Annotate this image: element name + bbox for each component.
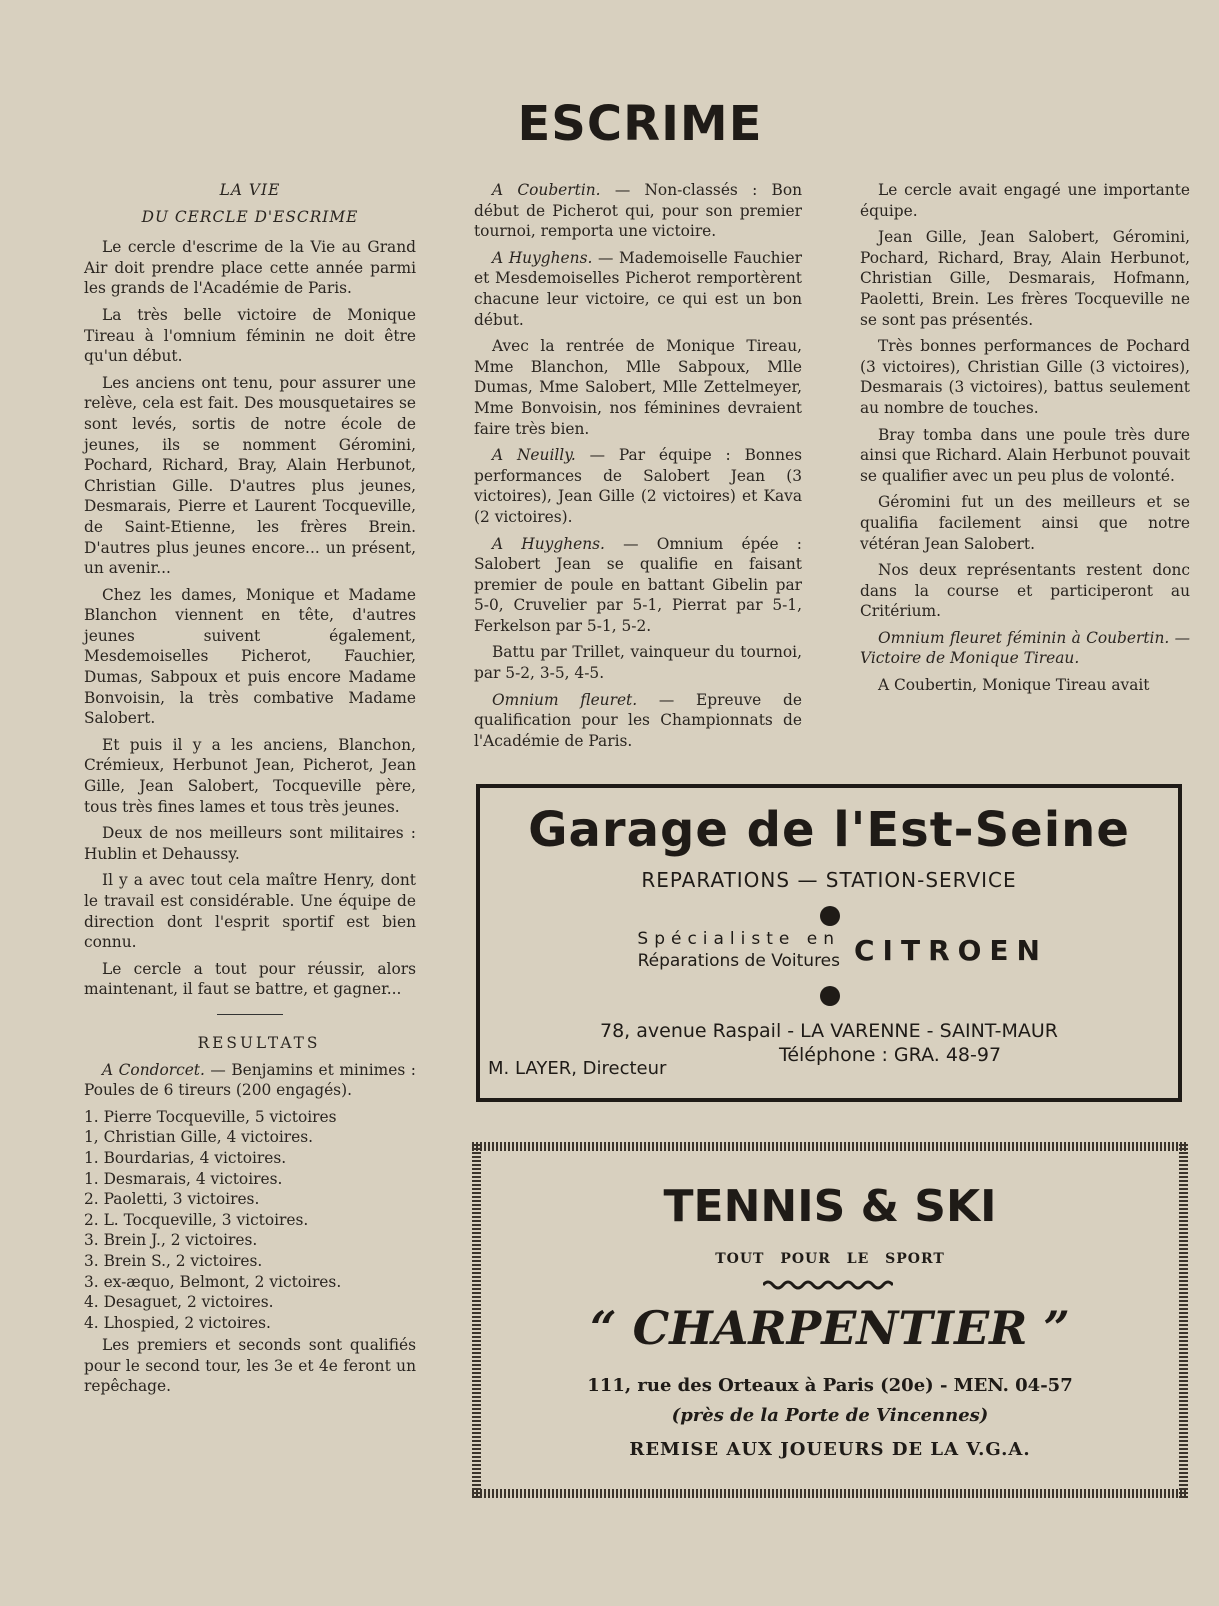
garage-phone: Téléphone : GRA. 48-97	[778, 1044, 1002, 1066]
paragraph: Le cercle d'escrime de la Vie au Grand Air doit prendre place cette année parmi les grands de l'Académie de Paris.	[84, 238, 416, 298]
paragraph	[474, 445, 802, 527]
list-item: 1. Pierre Tocqueville, 5 victoires	[84, 1107, 337, 1126]
paragraph	[474, 642, 802, 683]
results-list	[84, 1107, 416, 1334]
paragraph: Géromini fut un des meilleurs et se qualifia facilement ainsi que notre vétéran Jean Salobert.	[860, 493, 1190, 553]
article-heading-line-2: DU CERCLE D'ESCRIME	[141, 207, 359, 226]
italic-paragraph: Omnium fleuret féminin à Coubertin. — Victoire de Monique Tireau.	[860, 628, 1190, 668]
list-item: 4. Lhospied, 2 victoires.	[84, 1313, 271, 1332]
shop-location-note: (près de la Porte de Vincennes)	[671, 1405, 989, 1426]
paragraph-text: — Par équipe : Bonnes performances de Salobert Jean (3 victoires), Jean Gille (2 victoires) et Kava (2 victoires).	[474, 446, 802, 526]
paragraph-text: — Mademoiselle Fauchier et Mesdemoiselles Picherot remportèrent chacune leur victoire, ce qui est un bon début.	[474, 248, 802, 329]
place-name: A Coubertin.	[492, 181, 601, 199]
specialist-line-1: Spécialiste en	[637, 929, 840, 949]
garage-advertisement	[476, 784, 1182, 1102]
paragraph: Les anciens ont tenu, pour assurer une relève, cela est fait. Des mousquetaires se sont levés, sortis de notre école de jeunes, ils se nomment Géromini, Pochard, Richard, Bray, Alain Herbunot, Christian Gille. D'autres plus jeunes, Desmarais, Pierre et Laurent Tocqueville, de Saint-Etienne, les frères Brein. D'autres plus jeunes encore... un présent, un avenir...	[84, 373, 416, 578]
paragraph: La très belle victoire de Monique Tireau à l'omnium féminin ne doit être qu'un début.	[84, 305, 416, 366]
place-name: A Condorcet.	[102, 1060, 205, 1079]
bullet-dot-icon	[820, 986, 840, 1006]
paragraph-text: — Non-classés : Bon début de Picherot qui, pour son premier tournoi, remporta une victoire.	[474, 181, 802, 241]
article-heading-line-1: LA VIE	[219, 181, 281, 199]
paragraph: Le cercle a tout pour réussir, alors maintenant, il faut se battre, et gagner...	[84, 959, 416, 999]
list-item: 1, Christian Gille, 4 victoires.	[84, 1128, 314, 1147]
article-column-1	[84, 180, 416, 1403]
wave-ornament-icon	[763, 1279, 893, 1291]
paragraph: Nos deux représentants restent donc dans la course et participeront au Critérium.	[860, 561, 1190, 621]
list-item: 4. Desaguet, 2 victoires.	[84, 1293, 274, 1312]
paragraph-text: — Epreuve de qualification pour les Championnats de l'Académie de Paris.	[474, 690, 803, 750]
list-item: 3. ex-æquo, Belmont, 2 victoires.	[84, 1272, 342, 1291]
results-footer: Les premiers et seconds sont qualifiés pour le second tour, les 3e et 4e feront un repêchage.	[84, 1336, 416, 1396]
place-name: A Huyghens.	[492, 248, 593, 267]
list-item: 3. Brein J., 2 victoires.	[84, 1231, 258, 1250]
list-item: 1. Bourdarias, 4 victoires.	[84, 1148, 287, 1167]
shop-address: 111, rue des Orteaux à Paris (20e) - MEN. 04-57	[587, 1375, 1073, 1396]
garage-address: 78, avenue Raspail - LA VARENNE - SAINT-MAUR	[599, 1020, 1059, 1042]
tennis-tagline: TOUT POUR LE SPORT	[715, 1251, 945, 1267]
paragraph: Chez les dames, Monique et Madame Blanchon viennent en tête, d'autres jeunes suivent également, Mesdemoiselles Picherot, Fauchier, Dumas, Sabpoux et puis encore Madame Bonvoisin, la très combative Madame Salobert.	[84, 585, 416, 728]
list-item: 1. Desmarais, 4 victoires.	[84, 1169, 283, 1188]
section-divider	[217, 1014, 283, 1015]
paragraph	[474, 534, 802, 637]
list-item: 3. Brein S., 2 victoires.	[84, 1251, 263, 1270]
results-intro	[84, 1060, 416, 1101]
tennis-title: TENNIS & SKI	[663, 1181, 997, 1232]
list-item: 2. Paoletti, 3 victoires.	[84, 1190, 260, 1209]
garage-services: REPARATIONS — STATION-SERVICE	[641, 868, 1017, 892]
paragraph	[474, 180, 802, 242]
paragraph-text: Battu par Trillet, vainqueur du tournoi, par 5-2, 3-5, 4-5.	[474, 643, 802, 683]
bullet-dot-icon	[820, 906, 840, 926]
paragraph	[474, 248, 802, 330]
tennis-ski-advertisement	[472, 1142, 1188, 1498]
paragraph: Le cercle avait engagé une importante équipe.	[860, 181, 1190, 220]
results-title: RESULTATS	[197, 1033, 321, 1052]
paragraph: Deux de nos meilleurs sont militaires : Hublin et Dehaussy.	[84, 824, 416, 863]
place-name: A Huyghens.	[492, 534, 605, 553]
place-name: Omnium fleuret.	[492, 690, 638, 709]
paragraph	[474, 336, 802, 439]
garage-name: Garage de l'Est-Seine	[528, 802, 1130, 858]
paragraph: Très bonnes performances de Pochard (3 victoires), Christian Gille (3 victoires), Desmarais (3 victoires), battus seulement au nombre de touches.	[860, 337, 1190, 417]
garage-director: M. LAYER, Directeur	[488, 1058, 667, 1079]
page-title: ESCRIME	[517, 96, 763, 152]
garage-brand: CITROEN	[854, 934, 1048, 967]
paragraph: Jean Gille, Jean Salobert, Géromini, Pochard, Richard, Bray, Alain Herbunot, Christian Gille, Desmarais, Hofmann, Paoletti, Brein. Les frères Tocqueville ne se sont pas présentés.	[860, 228, 1190, 329]
paragraph	[474, 690, 802, 752]
results-intro-text: — Benjamins et minimes : Poules de 6 tireurs (200 engagés).	[84, 1060, 416, 1100]
paragraph: Il y a avec tout cela maître Henry, dont le travail est considérable. Une équipe de direction dont l'esprit sportif est bien connu.	[84, 871, 416, 952]
paragraph: Bray tomba dans une poule très dure ainsi que Richard. Alain Herbunot pouvait se qualifier avec un peu plus de volonté.	[860, 425, 1190, 485]
specialist-line-2: Réparations de Voitures	[637, 951, 840, 971]
place-name: A Neuilly.	[492, 446, 576, 465]
article-column-2	[474, 180, 802, 757]
shop-discount: REMISE AUX JOUEURS DE LA V.G.A.	[629, 1439, 1031, 1460]
list-item: 2. L. Tocqueville, 3 victoires.	[84, 1210, 309, 1229]
shop-name: “ CHARPENTIER ”	[590, 1301, 1070, 1355]
paragraph: Et puis il y a les anciens, Blanchon, Crémieux, Herbunot Jean, Picherot, Jean Gille, Jean Salobert, Tocqueville père, tous très fines lames et tous très jeunes.	[84, 735, 416, 816]
paragraph-text: — Omnium épée : Salobert Jean se qualifie en faisant premier de poule en battant Gibelin par 5-0, Cruvelier par 5-1, Pierrat par 5-1, Ferkelson par 5-1, 5-2.	[474, 534, 802, 635]
garage-specialist	[580, 928, 840, 972]
article-column-3	[860, 180, 1190, 702]
paragraph-text: Avec la rentrée de Monique Tireau, Mme Blanchon, Mlle Sabpoux, Mlle Dumas, Mme Salobert, Mlle Zettelmeyer, Mme Bonvoisin, nos féminines devraient faire très bien.	[474, 337, 802, 438]
paragraph: A Coubertin, Monique Tireau avait	[878, 676, 1150, 695]
